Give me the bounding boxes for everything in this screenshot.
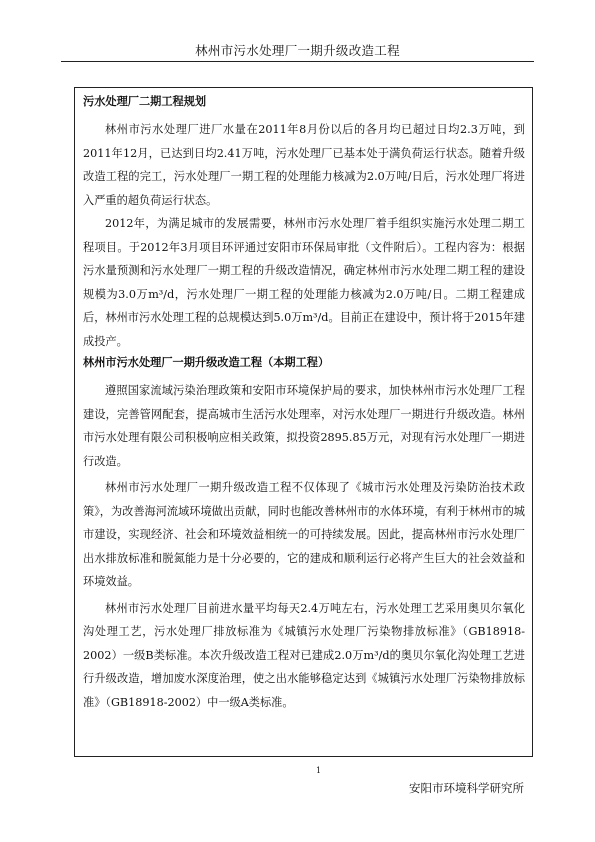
page-number: 1 [316,766,322,775]
page-header-title: 林州市污水处理厂一期升级改造工程 [195,43,400,58]
paragraph-inflow-status: 林州市污水处理厂进厂水量在2011年8月份以后的各月均已超过日均2.3万吨，到2011年12月，已达到日均2.41万吨，污水处理厂已基本处于满负荷运行状态。随着升级改造工程的完工，污水处理厂一期工程的处理能力核减为2.0万吨/日后，污水处理厂将进入严重的超负荷运行状态。 [83,123,525,207]
paragraph-phase-two-plan: 2012年，为满足城市的发展需要，林州市污水处理厂着手组织实施污水处理二期工程项目。于2012年3月项目环评通过安阳市环保局审批（文件附后）。工程内容为：根据污水量预测和污水处理厂一期工程的升级改造情况，确定林州市污水处理二期工程的建设规模为3.0万m³/d，污水处理厂一期工程的处理能力核减为2.0万吨/日。二期工程建成后，林州市污水处理工程的总规模达到5.0万m³/d。目前正在建设中，预计将于2015年建成投产。 [83,217,525,348]
footer-institute: 安阳市环境科学研究所 [409,781,524,795]
paragraph-process: 林州市污水处理厂目前进水量平均每天2.4万吨左右，污水处理工艺采用奥贝尔氧化沟处理工艺，污水处理厂排放标准为《城镇污水处理厂污染物排放标准》（GB18918-2002）一级B类标准。本次升级改造工程对已建成2.0万m³/d的奥贝尔氧化沟处理工艺进行升级改造，增加废水深度治理，使之出水能够稳定达到《城镇污水处理厂污染物排放标准》（GB18918-2002）中一级A类标准。 [83,601,525,709]
section-heading-upgrade: 林州市污水处理厂一期升级改造工程（本期工程） [83,355,330,369]
paragraph-significance: 林州市污水处理厂一期升级改造工程不仅体现了《城市污水处理及污染防治技术政策》，为改善海河流域环境做出贡献，同时也能改善林州市的水体环境，有利于林州市的城市建设，实现经济、社会和环境效益相统一的可持续发展。因此，提高林州市污水处理厂出水排放标准和脱氮能力是十分必要的，它的建成和顺利运行必将产生巨大的社会效益和环境效益。 [83,481,525,588]
paragraph-policy: 遵照国家流域污染治理政策和安阳市环境保护局的要求，加快林州市污水处理厂工程建设，完善管网配套，提高城市生活污水处理率，对污水处理厂一期进行升级改造。林州市污水处理有限公司积极响应相关政策，拟投资2895.85万元，对现有污水处理厂一期进行改造。 [83,384,525,468]
header-rule [61,61,534,62]
section-heading-phase-two: 污水处理厂二期工程规划 [83,94,207,108]
document-body [83,93,525,714]
